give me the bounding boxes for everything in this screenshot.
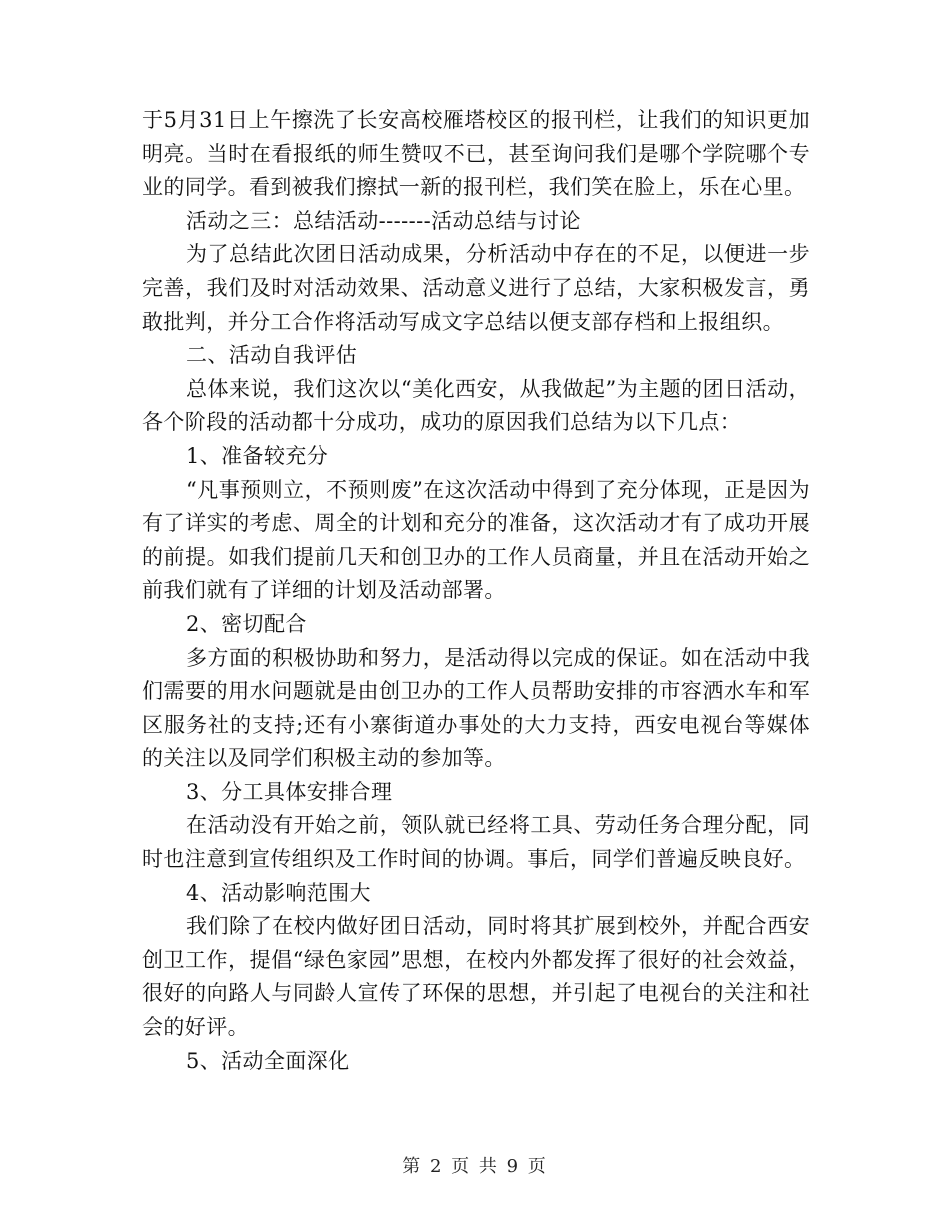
subheading-1: 1、准备较充分 xyxy=(186,443,329,468)
paragraph-preparation: “凡事预则立，不预则废”在这次活动中得到了充分体现，正是因为有了详实的考虑、周全的计划和充分的准备，这次活动才有了成功开展的前提。如我们提前几天和创卫办的工作人员商量，并且在活动开始之前我们就有了详细的计划及活动部署。 xyxy=(142,477,810,603)
section-heading-activity-3: 活动之三：总结活动-------活动总结与讨论 xyxy=(186,208,581,233)
paragraph-summary: 为了总结此次团日活动成果，分析活动中存在的不足，以便进一步完善，我们及时对活动效果、活动意义进行了总结，大家积极发言，勇敢批判，并分工合作将活动写成文字总结以便支部存档和上报组织。 xyxy=(142,242,810,334)
subheading-2: 2、密切配合 xyxy=(186,611,307,636)
page-number-footer: 第 2 页 共 9 页 xyxy=(402,1156,548,1177)
paragraph-cooperation: 多方面的积极协助和努力，是活动得以完成的保证。如在活动中我们需要的用水问题就是由创卫办的工作人员帮助安排的市容洒水车和军区服务社的支持;还有小寨街道办事处的大力支持，西安电视台等媒体的关注以及同学们积极主动的参加等。 xyxy=(142,645,810,771)
paragraph-influence: 我们除了在校内做好团日活动，同时将其扩展到校外，并配合西安创卫工作，提倡“绿色家园”思想，在校内外都发挥了很好的社会效益，很好的向路人与同龄人宣传了环保的思想，并引起了电视台的关注和社会的好评。 xyxy=(142,914,810,1040)
subheading-5: 5、活动全面深化 xyxy=(186,1048,350,1073)
paragraph-continuation: 于5月31日上午擦洗了长安高校雁塔校区的报刊栏，让我们的知识更加明亮。当时在看报纸的师生赞叹不已，甚至询问我们是哪个学院哪个专业的同学。看到被我们擦拭一新的报刊栏，我们笑在脸上，乐在心里。 xyxy=(142,108,810,200)
subheading-4: 4、活动影响范围大 xyxy=(186,880,371,905)
paragraph-arrangement: 在活动没有开始之前，领队就已经将工具、劳动任务合理分配，同时也注意到宣传组织及工作时间的协调。事后，同学们普遍反映良好。 xyxy=(142,813,810,872)
paragraph-overall: 总体来说，我们这次以“美化西安，从我做起”为主题的团日活动，各个阶段的活动都十分成功，成功的原因我们总结为以下几点： xyxy=(142,376,810,435)
section-heading-self-eval: 二、活动自我评估 xyxy=(186,343,358,368)
document-body xyxy=(142,104,810,1078)
subheading-3: 3、分工具体安排合理 xyxy=(186,779,393,804)
